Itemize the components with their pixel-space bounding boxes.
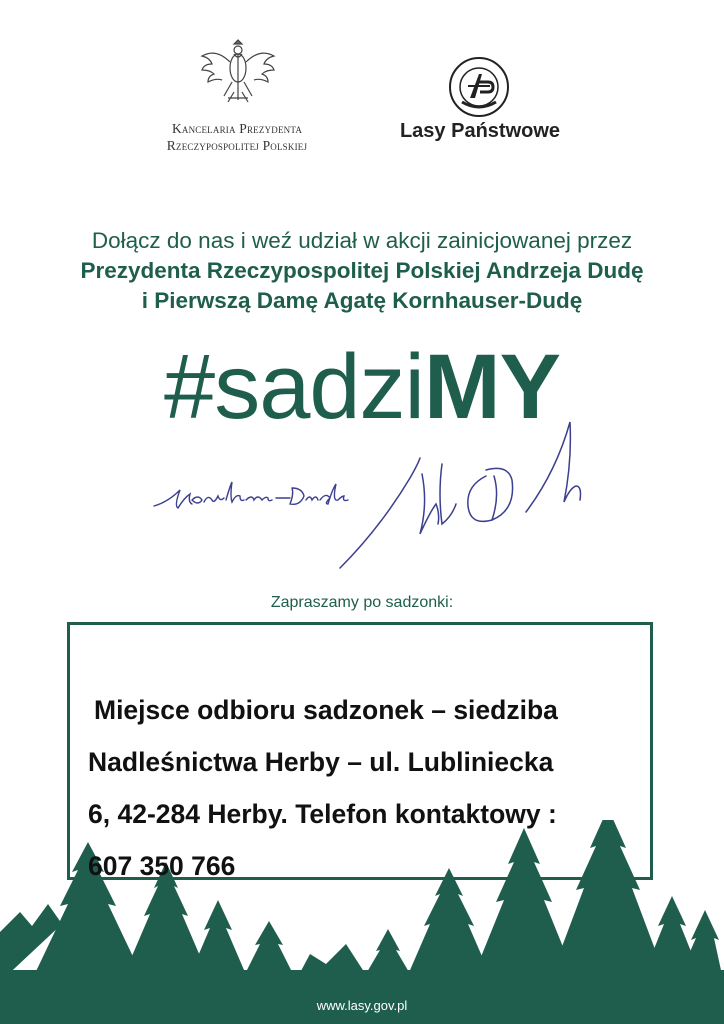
intro-line-2: Prezydenta Rzeczypospolitej Polskiej Andrzeja Dudę — [80, 258, 644, 283]
hashtag-part-2: MY — [423, 336, 560, 438]
polish-eagle-emblem-icon — [198, 36, 278, 110]
signature-andrzej-duda — [330, 420, 590, 580]
chancellery-line-2: Rzeczypospolitej Polskiej — [166, 138, 308, 153]
pickup-info-line-1: Miejsce odbioru sadzonek – siedziba — [94, 695, 558, 725]
pickup-info-line-2: Nadleśnictwa Herby – ul. Lubliniecka — [88, 747, 554, 777]
pickup-info — [88, 684, 648, 892]
chancellery-line-1: Kancelaria Prezydenta — [171, 121, 303, 136]
pickup-info-line-3: 6, 42-284 Herby. Telefon kontaktowy : — [88, 799, 557, 829]
intro-line-1: Dołącz do nas i weź udział w akcji zainicjowanej przez — [91, 228, 633, 253]
intro-text — [20, 226, 704, 316]
intro-line-3: i Pierwszą Damę Agatę Kornhauser-Dudę — [141, 288, 583, 313]
lasy-panstwowe-name: Lasy Państwowe — [399, 120, 561, 142]
invite-text: Zapraszamy po sadzonki: — [270, 594, 454, 611]
footer-url: www.lasy.gov.pl — [316, 998, 408, 1013]
pickup-phone: 607 350 766 — [88, 851, 236, 881]
lasy-panstwowe-logo-icon — [448, 56, 510, 118]
chancellery-name — [130, 120, 344, 154]
hashtag-part-1: #sadzi — [164, 336, 424, 438]
